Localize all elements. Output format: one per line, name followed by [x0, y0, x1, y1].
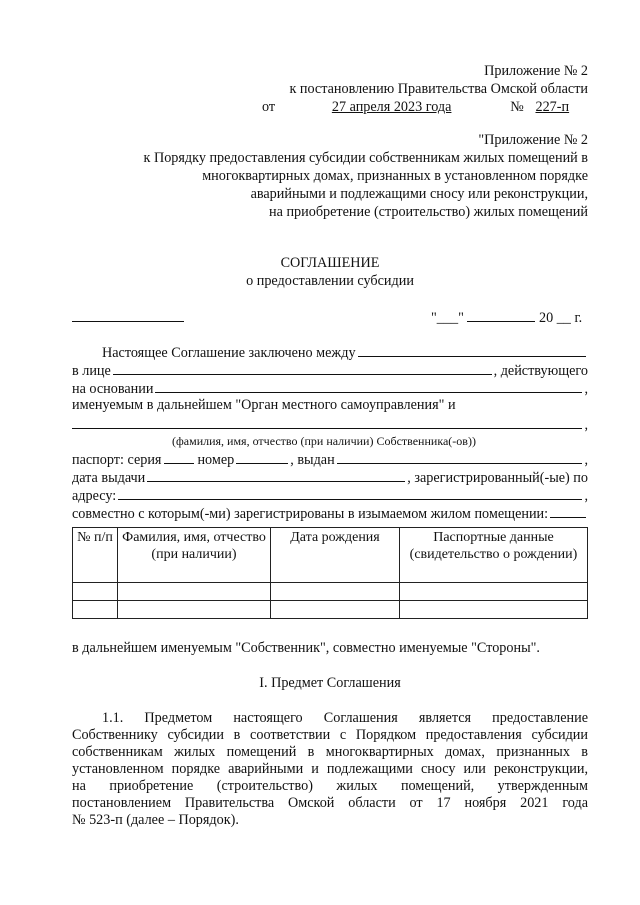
agreement-date-line	[431, 308, 582, 327]
clause-line: собственникам жилых помещений в многоквартирных домах, признанных в	[72, 744, 588, 760]
table-header-row	[73, 528, 588, 583]
form-block	[72, 343, 588, 522]
comma: ,	[584, 381, 588, 397]
co-registered-label: совместно с которым(-ми) зарегистрированы в изымаемом жилом помещении:	[72, 506, 549, 522]
annex-number: Приложение № 2	[484, 63, 588, 79]
section-1-title: I. Предмет Соглашения	[259, 675, 401, 691]
agreement-day: "___"	[431, 310, 464, 326]
passport-issued-label: , выдан	[290, 452, 335, 468]
annex-quote-line-3: многоквартирных домах, признанных в установленном порядке	[202, 168, 588, 184]
passport-number-label: номер	[197, 452, 235, 468]
passport-series-field[interactable]	[164, 450, 194, 464]
issue-date-label: дата выдачи	[72, 470, 146, 486]
passport-series-label: паспорт: серия	[72, 452, 162, 468]
clause-line: постановлением Правительства Омской области от 17 ноября 2021 года	[72, 795, 588, 811]
table-cell[interactable]	[271, 601, 400, 619]
number-sign: №	[510, 99, 524, 115]
resolution-date: 27 апреля 2023 года	[331, 99, 452, 115]
form-line-1-label: Настоящее Соглашение заключено между	[102, 345, 356, 361]
clause-line: Собственнику субсидии в соответствии с Порядком предоставления субсидии	[72, 727, 588, 743]
clause-1-1	[72, 710, 588, 829]
table-row	[73, 583, 588, 601]
table-cell[interactable]	[400, 583, 588, 601]
header-full-name: Фамилия, имя, отчество (при наличии)	[118, 528, 271, 583]
passport-number-field[interactable]	[236, 450, 288, 464]
place-line	[72, 308, 184, 327]
table-cell[interactable]	[73, 583, 118, 601]
registered-label: , зарегистрированный(-ые) по	[407, 470, 588, 486]
clause-line: на приобретение (строительство) жилых помещений, утвержденным	[72, 778, 588, 794]
annex-quote-line-4: аварийными и подлежащими сносу или реконструкции,	[250, 186, 588, 202]
comma: ,	[584, 488, 588, 504]
form-line-2-label: в лице	[72, 363, 111, 379]
resolution-ref: к постановлению Правительства Омской области	[289, 81, 588, 97]
annex-quote-line-5: на приобретение (строительство) жилых помещений	[269, 204, 588, 220]
form-line-2-suffix: , действующего	[493, 363, 588, 379]
table-cell[interactable]	[271, 583, 400, 601]
representative-field[interactable]	[113, 361, 492, 375]
passport-issuer-field[interactable]	[337, 450, 583, 464]
parties-definition: в дальнейшем именуемым "Собственник", совместно именуемые "Стороны".	[72, 640, 540, 656]
issue-date-field[interactable]	[147, 468, 405, 482]
header-passport: Паспортные данные (свидетельство о рождении)	[400, 528, 588, 583]
comma: ,	[584, 417, 588, 433]
basis-field[interactable]	[155, 379, 582, 393]
owner-name-field[interactable]	[72, 415, 582, 429]
owner-name-caption: (фамилия, имя, отчество (при наличии) Собственника(-ов))	[172, 434, 476, 448]
clause-line: 1.1. Предметом настоящего Соглашения является предоставление	[102, 710, 588, 726]
document-title: СОГЛАШЕНИЕ	[280, 255, 380, 271]
registered-persons-table	[72, 527, 588, 619]
annex-quote-line-2: к Порядку предоставления субсидии собственникам жилых помещений в	[143, 150, 588, 166]
clause-line: № 523-п (далее – Порядок).	[72, 812, 239, 828]
header-number: № п/п	[73, 528, 118, 583]
address-field[interactable]	[118, 486, 582, 500]
table-cell[interactable]	[118, 583, 271, 601]
authority-name-field[interactable]	[358, 343, 586, 357]
table-cell[interactable]	[400, 601, 588, 619]
date-prefix: от	[262, 99, 276, 115]
resolution-date-line	[262, 99, 577, 116]
address-label: адресу:	[72, 488, 117, 504]
resolution-number: 227-п	[535, 99, 570, 115]
annex-quote-line-1: "Приложение № 2	[478, 132, 588, 148]
document-subtitle: о предоставлении субсидии	[246, 273, 414, 289]
table-row	[73, 601, 588, 619]
header-birth-date: Дата рождения	[271, 528, 400, 583]
clause-line: установленном порядке аварийными и подлежащими сносу или реконструкции,	[72, 761, 588, 777]
comma: ,	[584, 452, 588, 468]
co-registered-field[interactable]	[550, 504, 586, 518]
agreement-month-blank	[467, 308, 535, 322]
form-line-3-label: на основании	[72, 381, 154, 397]
form-line-4: именуемым в дальнейшем "Орган местного самоуправления" и	[72, 397, 456, 413]
agreement-year: 20 __ г.	[538, 310, 583, 326]
table-cell[interactable]	[118, 601, 271, 619]
table-cell[interactable]	[73, 601, 118, 619]
